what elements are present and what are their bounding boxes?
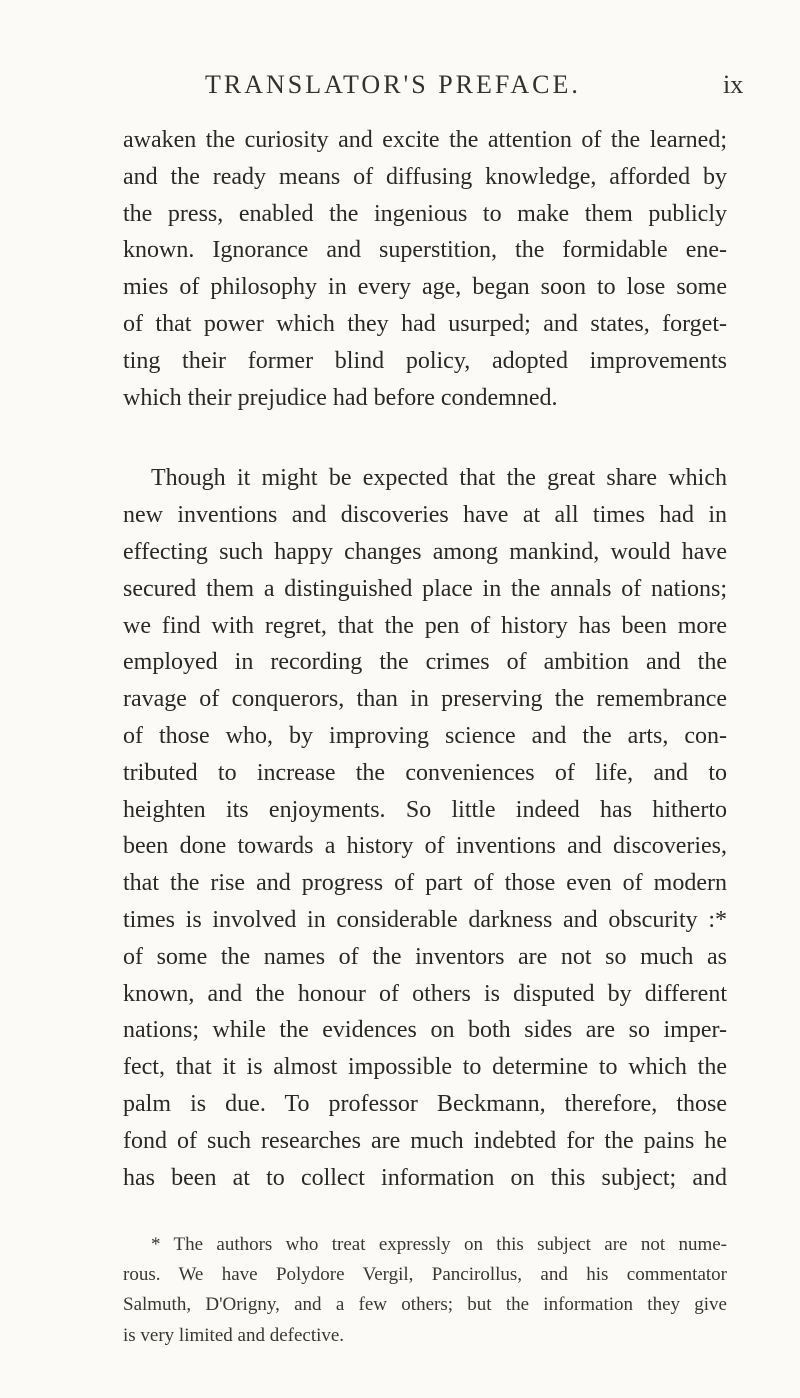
text-line: ravage of conquerors, than in preserving the remembrance — [123, 686, 727, 713]
body-text — [123, 122, 727, 1196]
text-line: Though it might be expected that the great share which — [151, 465, 727, 492]
text-line: palm is due. To professor Beckmann, therefore, those — [123, 1090, 727, 1117]
text-line: times is involved in considerable darkness and obscurity :* — [123, 906, 727, 933]
text-line: the press, enabled the ingenious to make them publicly — [123, 200, 727, 227]
text-line: we find with regret, that the pen of history has been more — [123, 612, 727, 639]
text-line: new inventions and discoveries have at all times had in — [123, 502, 727, 529]
text-line: has been at to collect information on this subject; and — [123, 1164, 727, 1191]
text-line: been done towards a history of inventions and discoveries, — [123, 833, 727, 860]
text-line: fect, that it is almost impossible to determine to which the — [123, 1054, 727, 1081]
footnote-line: * The authors who treat expressly on this subject are not nume- — [151, 1234, 727, 1255]
paragraph-2 — [123, 460, 727, 1196]
text-line: known. Ignorance and superstition, the formidable ene- — [123, 237, 727, 264]
text-line: and the ready means of diffusing knowledge, afforded by — [123, 163, 727, 190]
page-number: ix — [723, 70, 744, 99]
running-head-title: TRANSLATOR'S PREFACE. — [205, 70, 581, 99]
paragraph-1 — [123, 122, 727, 416]
text-line: ting their former blind policy, adopted improvements — [123, 347, 727, 374]
text-line: fond of such researches are much indebted for the pains he — [123, 1127, 727, 1154]
text-line: mies of philosophy in every age, began soon to lose some — [123, 274, 727, 301]
text-line: effecting such happy changes among mankind, would have — [123, 538, 727, 565]
text-line: heighten its enjoyments. So little indeed has hitherto — [123, 796, 727, 823]
footnote-line: Salmuth, D'Origny, and a few others; but the information they give — [123, 1294, 727, 1316]
text-line: nations; while the evidences on both sides are so imper- — [123, 1017, 727, 1044]
text-line: known, and the honour of others is disputed by different — [123, 980, 727, 1007]
text-line: of some the names of the inventors are not so much as — [123, 943, 727, 970]
text-line: awaken the curiosity and excite the attention of the learned; — [123, 127, 727, 153]
footnote — [123, 1230, 727, 1351]
footnote-line: is very limited and defective. — [123, 1324, 345, 1346]
text-line: of that power which they had usurped; and states, forget- — [123, 310, 727, 337]
text-line: employed in recording the crimes of ambition and the — [123, 649, 727, 676]
text-line: secured them a distinguished place in the annals of nations; — [123, 575, 727, 602]
text-line: that the rise and progress of part of those even of modern — [123, 870, 727, 897]
paragraph-spacer — [123, 416, 727, 460]
footnote-line: rous. We have Polydore Vergil, Pancirollus, and his commentator — [123, 1264, 727, 1286]
text-line: tributed to increase the conveniences of life, and to — [123, 759, 727, 786]
text-line: of those who, by improving science and the arts, con- — [123, 722, 727, 749]
text-line: which their prejudice had before condemned. — [123, 384, 558, 411]
